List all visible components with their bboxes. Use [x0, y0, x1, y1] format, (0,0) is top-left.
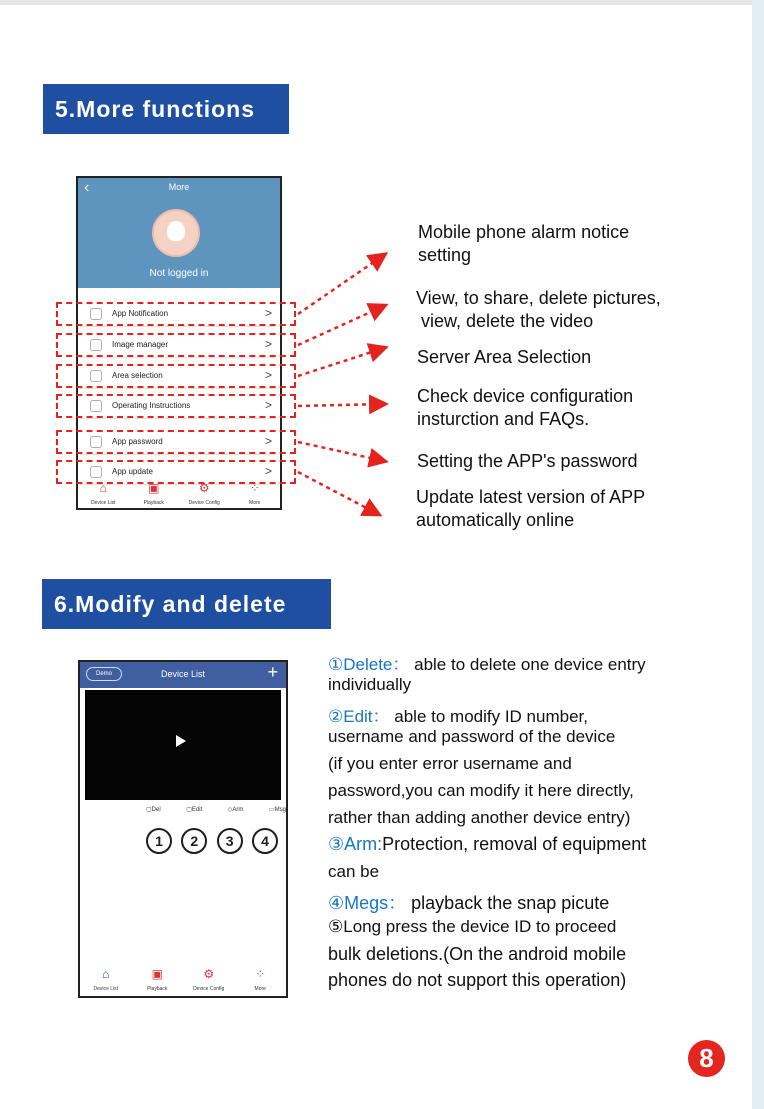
add-device-icon[interactable]: + — [267, 662, 278, 682]
desc-app-password — [417, 450, 638, 473]
line-text: bulk deletions.(On the android mobile — [328, 944, 627, 964]
modify-line-12 — [328, 944, 626, 965]
tab-label: Device List — [93, 986, 118, 992]
marker-1: 1 — [146, 828, 172, 854]
modify-line-6 — [328, 781, 634, 801]
phone-device-list-screen — [78, 660, 288, 998]
modify-line-4 — [328, 727, 615, 747]
line-text: rather than adding another device entry) — [328, 808, 631, 827]
action-label: Edit — [191, 807, 203, 813]
line-text: able to delete one device entry — [409, 655, 646, 674]
delete-button[interactable] — [146, 806, 161, 820]
chevron-right-icon: > — [264, 464, 272, 478]
arrow-app-password — [298, 442, 384, 461]
play-icon: ▣ — [151, 967, 163, 981]
modify-line-7 — [328, 808, 630, 828]
modify-line-3 — [328, 702, 588, 727]
tab-label: Playback — [147, 986, 168, 992]
menu-item-label: App update — [112, 467, 153, 476]
home-icon: ⌂ — [99, 481, 107, 495]
gear-icon: ⚙ — [198, 481, 210, 495]
line-text: phones do not support this operation) — [328, 970, 627, 990]
desc-line: automatically online — [416, 510, 575, 530]
desc-line: View, to share, delete pictures, — [416, 288, 661, 308]
edit-button[interactable] — [186, 806, 202, 820]
play-icon: ▣ — [148, 481, 160, 495]
section-title-modify-delete: 6.Modify and delete — [42, 579, 331, 629]
tab-label: Device List — [91, 500, 116, 506]
device-actions — [146, 806, 286, 820]
line-marker: ①Delete： — [328, 655, 410, 674]
arm-button[interactable] — [228, 806, 244, 820]
line-marker: ④Megs： — [328, 893, 407, 913]
line-marker: ②Edit： — [328, 707, 390, 726]
tab-playback[interactable] — [132, 966, 184, 994]
action-label: Msg — [274, 807, 286, 813]
desc-server-area — [417, 346, 591, 369]
chevron-right-icon: > — [264, 306, 272, 320]
marker-2: 2 — [181, 828, 207, 854]
modify-line-10 — [328, 889, 609, 915]
login-status[interactable]: Not logged in — [149, 268, 209, 279]
desc-line: Server Area Selection — [417, 347, 592, 367]
desc-line: Mobile phone alarm notice — [418, 222, 630, 242]
modify-line-9 — [328, 862, 379, 882]
desc-pictures — [416, 287, 661, 333]
desc-line: Update latest version of APP — [416, 487, 646, 507]
section-title-more-functions: 5.More functions — [43, 84, 289, 134]
line-text: Protection, removal of equipment — [382, 834, 647, 854]
device-list-title: Device List — [160, 669, 205, 679]
modify-line-5 — [328, 754, 572, 774]
marker-4: 4 — [252, 828, 278, 854]
action-label: Arm — [232, 807, 244, 813]
marker-3: 3 — [217, 828, 243, 854]
desc-alarm-notice — [418, 221, 629, 267]
menu-item-label: App password — [112, 437, 163, 446]
chevron-left-icon[interactable]: ‹ — [84, 179, 90, 196]
desc-line: Setting the APP's password — [417, 451, 638, 471]
play-icon[interactable] — [176, 735, 186, 747]
tab-label: Device Config — [188, 500, 220, 506]
demo-button[interactable]: Demo — [86, 667, 122, 681]
line-text: (if you enter error username and — [328, 754, 572, 773]
tab-label: More — [254, 986, 266, 992]
tab-device-list[interactable] — [80, 966, 132, 994]
menu-item-label: Operating Instructions — [112, 401, 191, 410]
edit-icon: ▢ — [186, 807, 192, 813]
desc-device-config — [417, 385, 633, 431]
modify-line-1 — [328, 650, 646, 675]
action-number-markers — [146, 828, 278, 854]
tab-label: Playback — [143, 500, 164, 506]
home-icon: ⌂ — [102, 967, 110, 981]
action-label: Del — [151, 807, 161, 813]
modify-line-11 — [328, 917, 616, 937]
menu-item-label: App Notification — [112, 309, 169, 318]
arrow-area-selection — [298, 348, 384, 376]
line-text: username and password of the device — [328, 727, 616, 746]
tab-more[interactable] — [235, 966, 287, 994]
more-icon: ⁘ — [255, 967, 266, 981]
shield-icon: ◇ — [227, 807, 233, 813]
bottom-tab-bar — [80, 966, 286, 994]
device-list-header — [80, 662, 286, 688]
line-text: can be — [328, 862, 380, 881]
modify-line-8 — [328, 834, 646, 855]
chevron-right-icon: > — [264, 434, 272, 448]
arrow-notification — [298, 255, 384, 314]
message-icon: ▭ — [268, 807, 275, 813]
desc-line: insturction and FAQs. — [417, 409, 590, 429]
line-text: individually — [328, 675, 412, 694]
desc-app-update — [416, 486, 645, 532]
desc-line: setting — [418, 245, 472, 265]
line-text: playback the snap picute — [406, 893, 610, 913]
arrow-image-manager — [298, 306, 384, 345]
message-button[interactable] — [269, 806, 286, 820]
modify-line-2 — [328, 675, 411, 695]
desc-line: view, delete the video — [416, 311, 594, 331]
chevron-right-icon: > — [264, 337, 272, 351]
page-number-badge: 8 — [688, 1040, 725, 1077]
tab-label: More — [249, 500, 261, 506]
arrow-operating-instructions — [298, 404, 384, 406]
desc-line: Check device configuration — [417, 386, 634, 406]
line-text: password,you can modify it here directly, — [328, 781, 634, 800]
gear-icon: ⚙ — [203, 967, 215, 981]
line-text: ⑤Long press the device ID to proceed — [328, 917, 617, 936]
chevron-right-icon: > — [264, 368, 272, 382]
trash-icon: ▢ — [146, 807, 152, 813]
tab-device-config[interactable] — [183, 966, 235, 994]
line-text: able to modify ID number, — [389, 707, 588, 726]
more-icon: ⁘ — [249, 481, 260, 495]
video-preview[interactable] — [85, 690, 281, 800]
line-marker: ③Arm: — [328, 834, 383, 854]
menu-item-label: Image manager — [112, 340, 169, 349]
arrow-app-update — [298, 472, 378, 514]
modify-line-13 — [328, 970, 626, 991]
tab-label: Device Config — [193, 986, 225, 992]
menu-item-label: Area selection — [112, 371, 163, 380]
more-title: More — [168, 182, 190, 192]
chevron-right-icon: > — [264, 398, 272, 412]
